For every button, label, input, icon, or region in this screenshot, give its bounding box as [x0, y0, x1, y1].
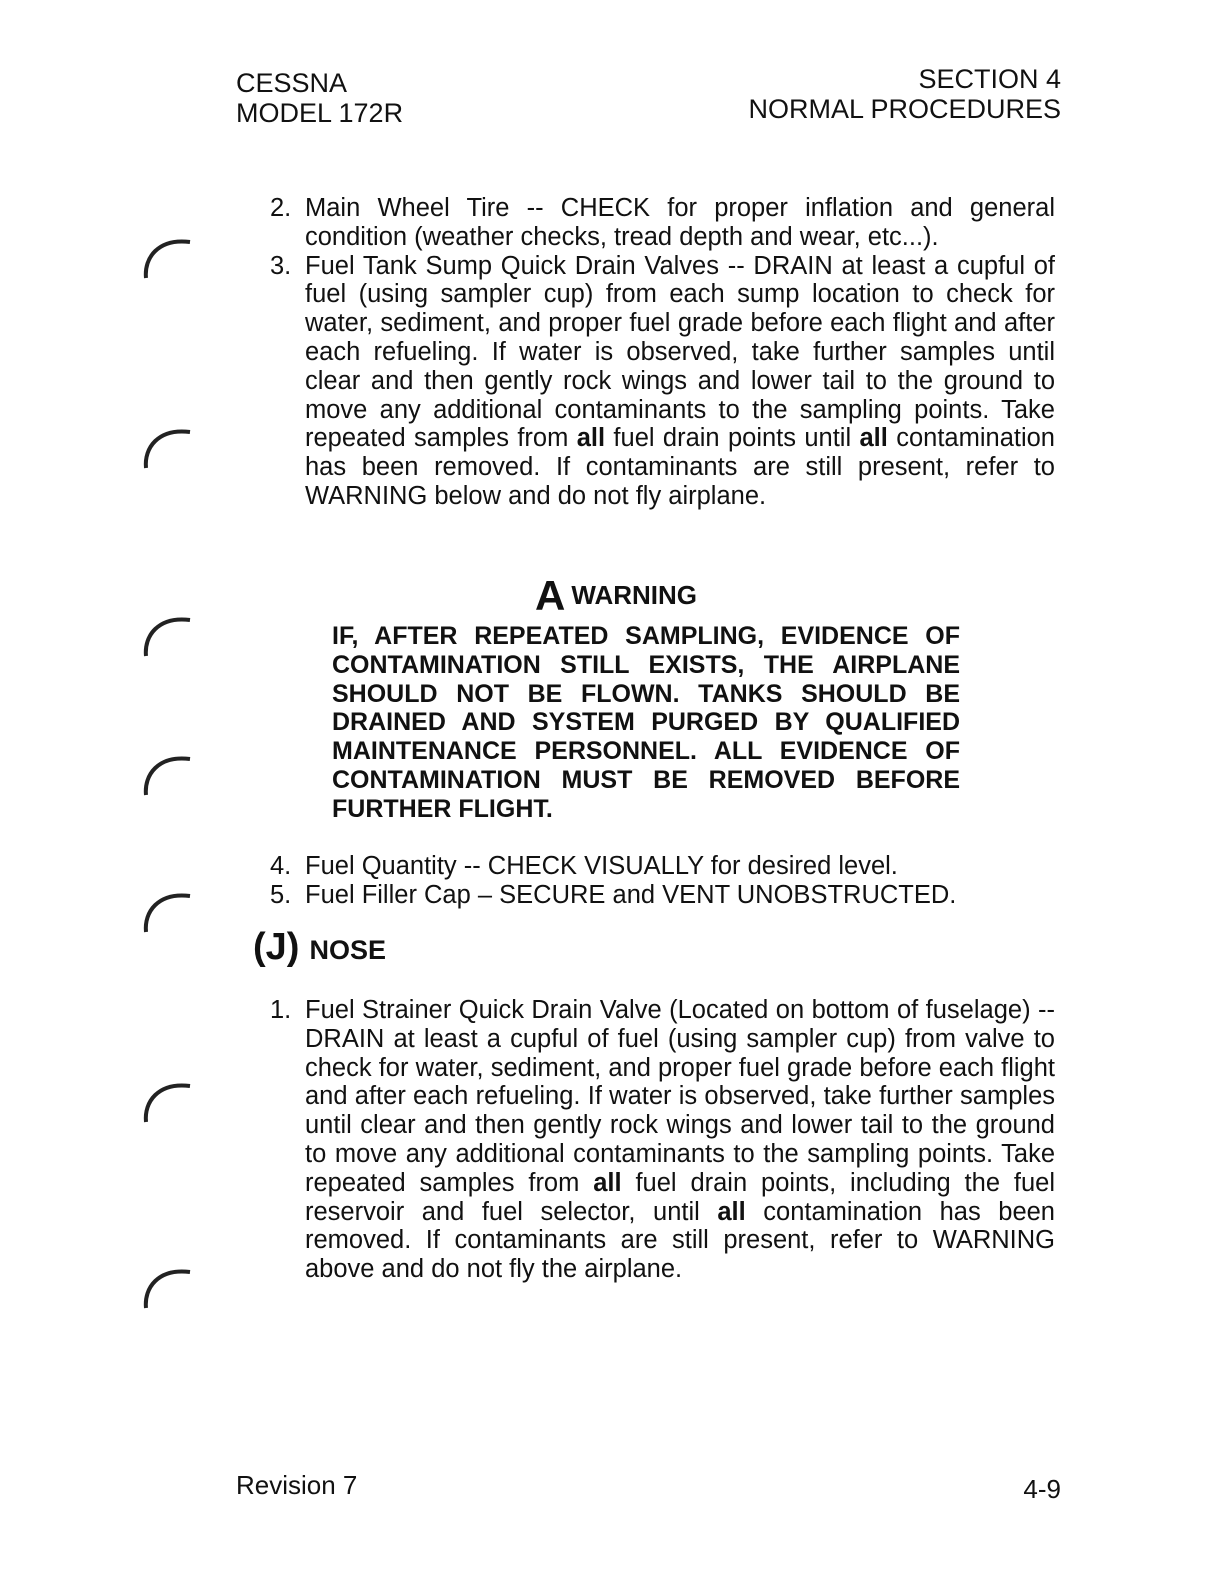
page-number: 4-9	[1023, 1474, 1061, 1504]
warning-heading	[535, 572, 697, 620]
binder-hole-icon	[138, 228, 198, 288]
section-title: NOSE	[309, 935, 386, 965]
step-text: contamination has been removed. If contaminants are still present, refer to WARNING above and do not fly the airplane.	[305, 1197, 1055, 1284]
header-model	[236, 68, 403, 128]
header-section-number: SECTION 4	[918, 64, 1061, 94]
binder-hole-icon	[138, 1258, 198, 1318]
step-text: fuel drain points until	[613, 424, 852, 453]
header-section-title: NORMAL PROCEDURES	[748, 94, 1061, 124]
warning-text: IF, AFTER REPEATED SAMPLING, EVIDENCE OF CONTAMINATION STILL EXISTS, THE AIRPLANE SHOULD NOT BE FLOWN. TANKS SHOULD BE DRAINED AND SYSTEM PURGED BY QUALIFIED MAINTENANCE PERSONNEL. ALL EVIDENCE OF CONTAMINATION MUST BE REMOVED BEFORE FURTHER FLIGHT.	[332, 622, 960, 823]
steps-group-b	[270, 852, 1055, 910]
emphasis-text: all	[717, 1197, 746, 1226]
step-text: Fuel Tank Sump Quick Drain Valves -- DRAIN at least a cupful of fuel (using sampler cup) from each sump location to check for water, sediment, and proper fuel grade before each flight and after each refueling. If water is observed, take further samples until clear and then gently rock wings and lower tail to the ground to move any additional contaminants to the sampling points. Take repeated samples from	[305, 251, 1055, 453]
list-item	[270, 252, 1055, 511]
binder-hole-icon	[138, 418, 198, 478]
step-text: Main Wheel Tire -- CHECK for proper inflation and general condition (weather checks, tread depth and wear, etc...).	[305, 194, 1055, 251]
steps-group-a	[270, 194, 1055, 511]
list-item	[270, 852, 1055, 881]
warning-title: WARNING	[571, 580, 698, 610]
emphasis-text: all	[576, 424, 606, 453]
header-section	[748, 64, 1061, 124]
section-letter: (J)	[253, 926, 300, 968]
list-item	[270, 881, 1055, 910]
step-text: Fuel Filler Cap – SECURE and VENT UNOBSTRUCTED.	[305, 880, 957, 909]
emphasis-text: all	[593, 1168, 622, 1197]
binder-hole-icon	[138, 745, 198, 805]
steps-group-c	[270, 996, 1055, 1284]
step-text: contamination has been removed. If contaminants are still present, refer to WARNING below and do not fly airplane.	[305, 424, 1055, 510]
step-number: 5.	[270, 880, 292, 909]
step-number: 1.	[270, 996, 292, 1024]
warning-icon: A	[535, 572, 566, 619]
binder-hole-icon	[138, 1072, 198, 1132]
step-text: Fuel Strainer Quick Drain Valve (Located on bottom of fuselage) -- DRAIN at least a cupful of fuel (using sampler cup) from valve to check for water, sediment, and proper fuel grade before each flight and after each refueling. If water is observed, take further samples until clear and then gently rock wings and lower tail to the ground to move any additional contaminants to the sampling points. Take repeated samples from	[305, 996, 1055, 1197]
footer-revision: Revision 7	[236, 1470, 358, 1500]
step-number: 2.	[270, 194, 292, 222]
step-text: fuel drain points, including the fuel reservoir and fuel selector, until	[305, 1168, 1055, 1226]
emphasis-text: all	[859, 424, 888, 453]
section-heading	[253, 926, 386, 969]
list-item	[270, 194, 1055, 252]
list-item	[270, 996, 1055, 1284]
step-number: 4.	[270, 852, 292, 880]
step-text: Fuel Quantity -- CHECK VISUALLY for desired level.	[305, 852, 898, 880]
step-number: 3.	[270, 251, 292, 280]
binder-hole-icon	[138, 606, 198, 666]
header-model-name: MODEL 172R	[236, 98, 404, 128]
binder-hole-icon	[138, 882, 198, 942]
header-make: CESSNA	[236, 68, 348, 98]
